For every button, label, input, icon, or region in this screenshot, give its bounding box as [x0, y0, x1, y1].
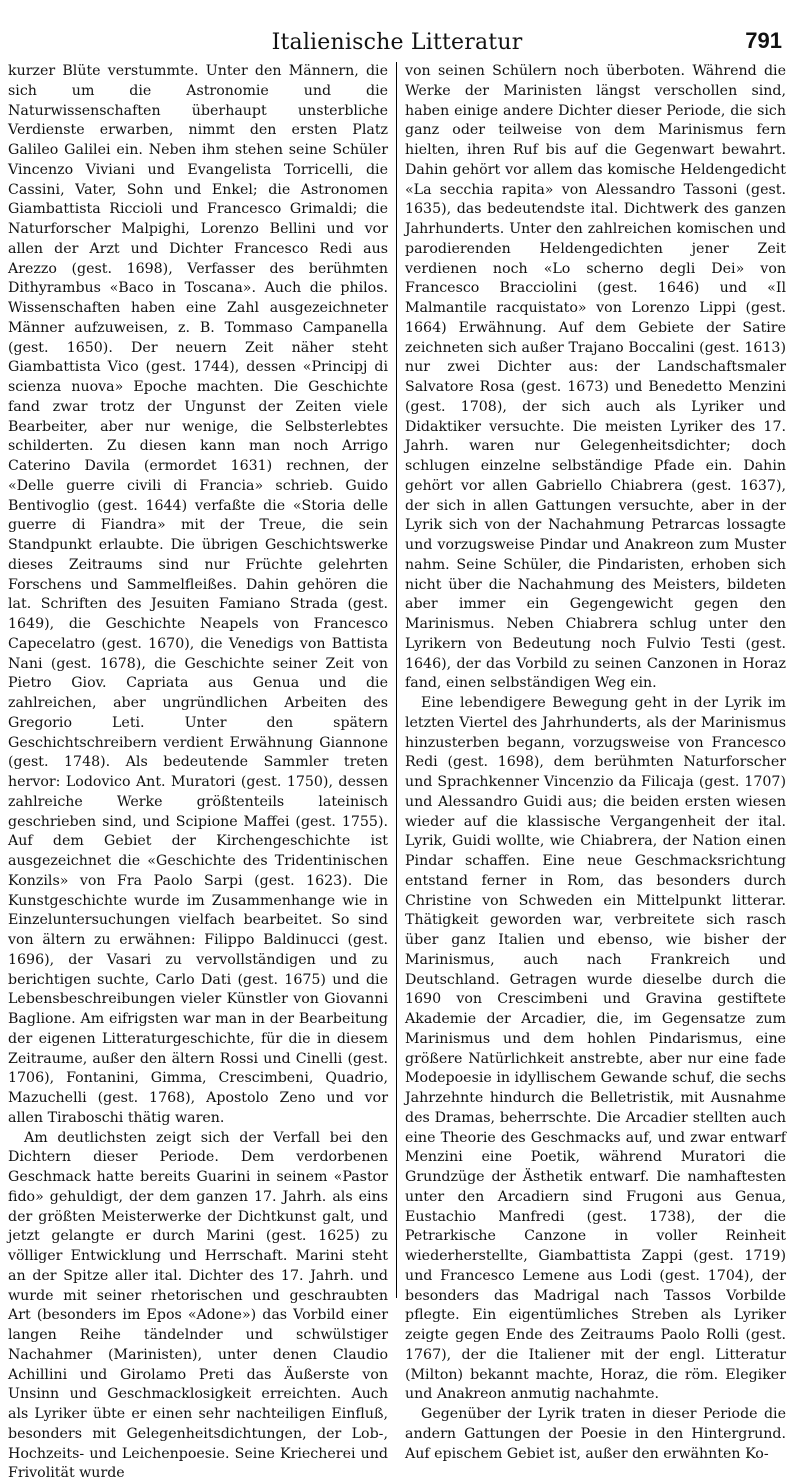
page-number: 791 [745, 28, 782, 54]
left-column [4, 62, 397, 1298]
paragraph: Am deutlichsten zeigt sich der Verfall bei den Dichtern dieser Periode. Dem verdorbenen Geschmack hatte bereits Guarini in seinem «Pastor fido» gehuldigt, der dem ganzen 17. Jahrh. als eins der größten Meisterwerke der Dichtkunst galt, und jetzt gelangte er durch Marini (gest. 1625) zu völliger Entwicklung und Herrschaft. Marini steht an der Spitze aller ital. Dichter des 17. Jahrh. und wurde mit seiner rhetorischen und geschraubten Art (besonders im Epos «Adone») das Vorbild einer langen Reihe tändelnder und schwülstiger Nachahmer (Marinisten), unter denen Claudio Achillini und Girolamo Preti das Äußerste von Unsinn und Geschmacklosigkeit erreichten. Auch als Lyriker übte er einen sehr nachteiligen Einfluß, besonders mit Gelegenheitsdichtungen, der Lob-, Hochzeits- und Leichenpoesie. Seine Kriecherei und Frivolität wurde [8, 1129, 388, 1484]
paragraph: Eine lebendigere Bewegung geht in der Lyrik im letzten Viertel des Jahrhunderts, als der Marinismus hinzusterben begann, vorzugsweise von Francesco Redi (gest. 1698), dem berühmten Naturforscher und Sprachkenner Vincenzio da Filicaja (gest. 1707) und Alessandro Guidi aus; die beiden ersten wiesen wieder auf die klassische Vergangenheit der ital. Lyrik, Guidi wollte, wie Chiabrera, der Nation einen Pindar schaffen. Eine neue Geschmacksrichtung entstand ferner in Rom, das besonders durch Christine von Schweden ein Mittelpunkt litterar. Thätigkeit geworden war, verbreitete sich rasch über ganz Italien und ebenso, wie bisher der Marinismus, auch nach Frankreich und Deutschland. Getragen wurde dieselbe durch die 1690 von Crescimbeni und Gravina gestiftete Akademie der Arcadier, die, im Gegensatze zum Marinismus und dem hohlen Pindarismus, eine größere Natürlichkeit anstrebte, aber nur eine fade Modepoesie in idyllischem Gewande schuf, die sechs Jahrzehnte hindurch die Belletristik, mit Ausnahme des Dramas, beherrschte. Die Arcadier stellten auch eine Theorie des Geschmacks auf, und zwar entwarf Menzini eine Poetik, während Muratori die Grundzüge der Ästhetik entwarf. Die namhaftesten unter den Arcadiern sind Frugoni aus Genua, Eustachio Manfredi (gest. 1738), der die Petrarkische Canzone in voller Reinheit wiederherstellte, Giambattista Zappi (gest. 1719) und Francesco Lemene aus Lodi (gest. 1704), der besonders das Madrigal nach Tassos Vorbilde pflegte. Ein eigentümliches Streben als Lyriker zeigte gegen Ende des Zeitraums Paolo Rolli (gest. 1767), der die Italiener mit der engl. Litteratur (Milton) bekannt machte, Horaz, die röm. Elegiker und Anakreon anmutig nachahmte. [405, 694, 786, 1405]
two-column-body [4, 62, 790, 1298]
paragraph: kurzer Blüte verstummte. Unter den Männern, die sich um die Astronomie und die Naturwissenschaften überhaupt unsterbliche Verdienste erwarben, nimmt den ersten Platz Galileo Galilei ein. Neben ihm stehen seine Schüler Vincenzo Viviani und Evangelista Torricelli, die Cassini, Vater, Sohn und Enkel; die Astronomen Giambattista Riccioli und Francesco Grimaldi; die Naturforscher Malpighi, Lorenzo Bellini und vor allen der Arzt und Dichter Francesco Redi aus Arezzo (gest. 1698), Verfasser des berühmten Dithyrambus «Baco in Toscana». Auch die philos. Wissenschaften haben eine Zahl ausgezeichneter Männer aufzuweisen, z. B. Tommaso Campanella (gest. 1650). Der neuern Zeit näher steht Giambattista Vico (gest. 1744), dessen «Principj di scienza nuova» Epoche machten. Die Geschichte fand zwar trotz der Ungunst der Zeiten viele Bearbeiter, aber nur wenige, die Selbsterlebtes schilderten. Zu diesen kann man noch Arrigo Caterino Davila (ermordet 1631) rechnen, der «Delle guerre civili di Francia» schrieb. Guido Bentivoglio (gest. 1644) verfaßte die «Storia delle guerre di Fiandra» mit der Treue, die sein Standpunkt erlaubte. Die übrigen Geschichtswerke dieses Zeitraums sind nur Früchte gelehrten Forschens und Sammelfleißes. Dahin gehören die lat. Schriften des Jesuiten Famiano Strada (gest. 1649), die Geschichte Neapels von Francesco Capecelatro (gest. 1670), die Venedigs von Battista Nani (gest. 1678), die Geschichte seiner Zeit von Pietro Giov. Capriata aus Genua und die zahlreichen, aber ungründlichen Arbeiten des Gregorio Leti. Unter den spätern Geschichtschreibern verdient Erwähnung Giannone (gest. 1748). Als bedeutende Sammler treten hervor: Lodovico Ant. Muratori (gest. 1750), dessen zahlreiche Werke größtenteils lateinisch geschrieben sind, und Scipione Maffei (gest. 1755). Auf dem Gebiet der Kirchengeschichte ist ausgezeichnet die «Geschichte des Tridentinischen Konzils» von Fra Paolo Sarpi (gest. 1623). Die Kunstgeschichte wurde im Zusammenhange wie in Einzeluntersuchungen vielfach bearbeitet. So sind von ältern zu erwähnen: Filippo Baldinucci (gest. 1696), der Vasari zu vervollständigen und zu berichtigen suchte, Carlo Dati (gest. 1675) und die Lebensbeschreibungen vieler Künstler von Giovanni Baglione. Am eifrigsten war man in der Bearbeitung der eigenen Litteraturgeschichte, für die in diesem Zeitraume, außer den ältern Rossi und Cinelli (gest. 1706), Fontanini, Gimma, Crescimbeni, Quadrio, Mazuchelli (gest. 1768), Apostolo Zeno und vor allen Tiraboschi thätig waren. [8, 62, 388, 1129]
paragraph: von seinen Schülern noch überboten. Während die Werke der Marinisten längst verschollen sind, haben einige andere Dichter dieser Periode, die sich ganz oder teilweise von dem Marinismus fern hielten, ihren Ruf bis auf die Gegenwart bewahrt. Dahin gehört vor allem das komische Heldengedicht «La secchia rapita» von Alessandro Tassoni (gest. 1635), das bedeutendste ital. Dichtwerk des ganzen Jahrhunderts. Unter den zahlreichen komischen und parodierenden Heldengedichten jener Zeit verdienen noch «Lo scherno degli Dei» von Francesco Bracciolini (gest. 1646) und «Il Malmantile racquistato» von Lorenzo Lippi (gest. 1664) Erwähnung. Auf dem Gebiete der Satire zeichneten sich außer Trajano Boccalini (gest. 1613) nur zwei Dichter aus: der Landschaftsmaler Salvatore Rosa (gest. 1673) und Benedetto Menzini (gest. 1708), der sich auch als Lyriker und Didaktiker versuchte. Die meisten Lyriker des 17. Jahrh. waren nur Gelegenheitsdichter; doch schlugen einzelne selbständige Pfade ein. Dahin gehört vor allen Gabriello Chiabrera (gest. 1637), der sich in allen Gattungen versuchte, aber in der Lyrik sich von der Nachahmung Petrarcas lossagte und vorzugsweise Pindar und Anakreon zum Muster nahm. Seine Schüler, die Pindaristen, erhoben sich nicht über die Nachahmung des Meisters, bildeten aber immer ein Gegengewicht gegen den Marinismus. Neben Chiabrera schlug unter den Lyrikern von Bedeutung noch Fulvio Testi (gest. 1646), der das Vorbild zu seinen Canzonen in Horaz fand, einen selbständigen Weg ein. [405, 62, 786, 694]
right-column [397, 62, 790, 1298]
running-title: Italienische Litteratur [4, 30, 790, 55]
page-header [4, 0, 790, 62]
paragraph: Gegenüber der Lyrik traten in dieser Periode die andern Gattungen der Poesie in den Hintergrund. Auf epischem Gebiet ist, außer den erwähnten Ko- [405, 1405, 786, 1464]
